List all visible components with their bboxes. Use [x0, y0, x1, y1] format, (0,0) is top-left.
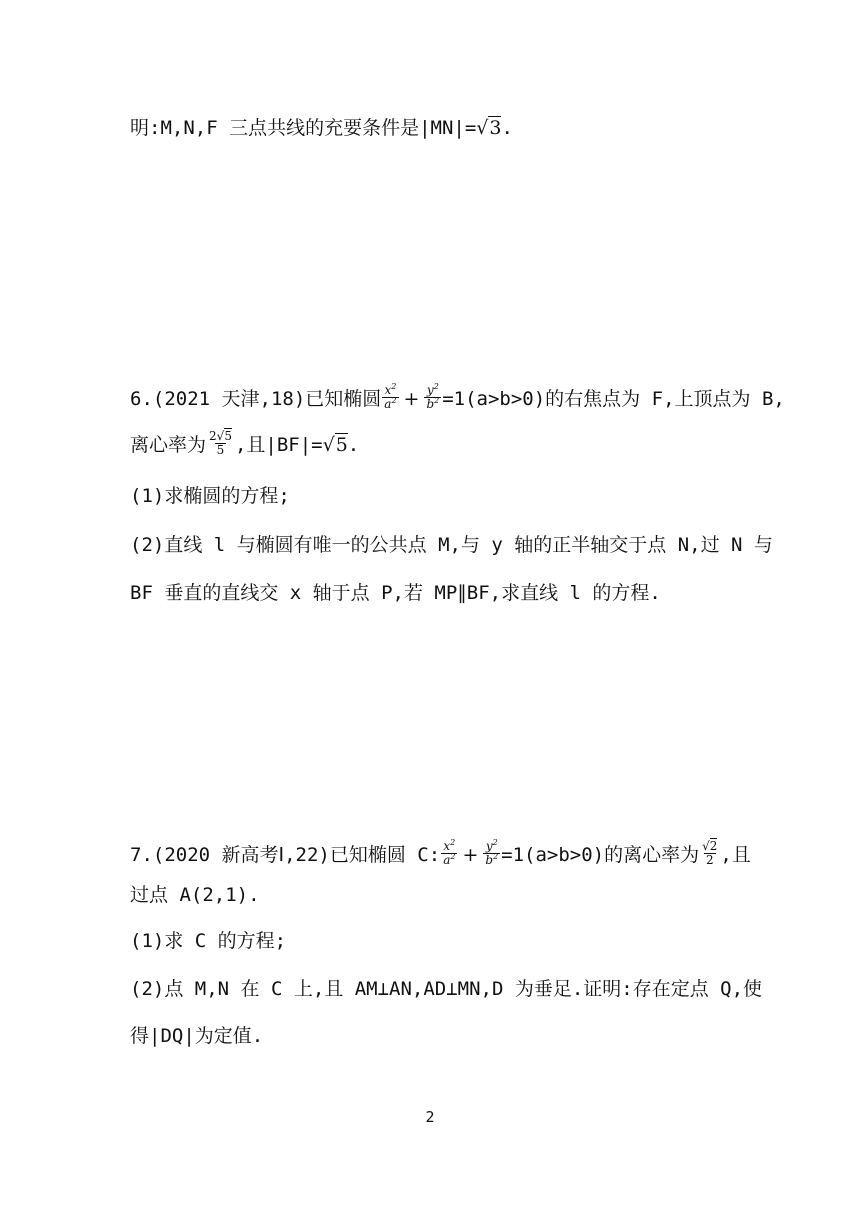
frac-numerator-exp: 2 [391, 382, 397, 391]
problem5-period: . [501, 117, 513, 139]
problem6-condition: =1(a>b>0)的右焦点为 F,上顶点为 B, [442, 388, 785, 410]
frac-numerator-exp: 2 [433, 382, 439, 391]
frac-denominator-exp: 2 [493, 852, 499, 861]
frac-numerator: x [443, 839, 451, 853]
frac-numerator: y [426, 383, 434, 397]
sqrt-five: √5 [322, 434, 348, 456]
frac-numerator-exp: 2 [450, 838, 456, 847]
frac-denominator: b [485, 853, 494, 867]
frac-numerator-exp: 2 [492, 838, 498, 847]
frac-denominator-exp: 2 [450, 852, 456, 861]
eccentricity-label: 离心率为 [130, 434, 207, 456]
problem7-part2-line2: 得|DQ|为定值. [130, 1025, 264, 1047]
frac-denominator-exp: 2 [434, 396, 440, 405]
sqrt-radicand: 3 [489, 117, 502, 139]
fraction-eccentricity: $\frac{2√5}{5}$ [209, 429, 232, 457]
ecc-denominator: 5 [216, 443, 225, 457]
frac-numerator: x [384, 383, 392, 397]
plus-sign: + [403, 388, 420, 410]
page-number: 2 [425, 1108, 435, 1126]
fraction-y2-over-b2 [483, 840, 500, 867]
problem5-conclusion [130, 116, 513, 140]
problem7-condition: =1(a>b>0)的离心率为 [501, 844, 700, 866]
frac-numerator: y [485, 839, 493, 853]
bf-label: ,且|BF|= [234, 434, 323, 456]
frac-denominator: a [384, 397, 392, 411]
problem7-statement-line1 [130, 838, 751, 869]
frac-denominator: a [443, 853, 451, 867]
frac-denominator-exp: 2 [391, 396, 397, 405]
problem6-part2-line2: BF 垂直的直线交 x 轴于点 P,若 MP∥BF,求直线 l 的方程. [130, 582, 661, 604]
fraction-sqrt2-over-2: $\frac{√2}{2}$ [702, 839, 718, 867]
plus-sign: + [462, 844, 479, 866]
problem6-part2-line1: (2)直线 l 与椭圆有唯一的公共点 M,与 y 轴的正半轴交于点 N,过 N 与 [130, 534, 773, 556]
sqrt-three: √3 [476, 117, 502, 139]
ecc-denominator: 2 [705, 853, 714, 867]
ecc-coefficient: 2 [209, 429, 217, 443]
problem6-statement-line2 [130, 429, 360, 459]
ecc-radicand: 2 [709, 839, 718, 853]
ecc-radicand: 5 [224, 429, 232, 443]
fraction-y2-over-b2 [424, 384, 441, 411]
problem7-statement-line2: 过点 A(2,1). [130, 884, 260, 906]
frac-denominator: b [426, 397, 435, 411]
problem6-part1: (1)求椭圆的方程; [130, 485, 290, 507]
fraction-x2-over-a2 [441, 840, 457, 867]
sqrt-radicand: 5 [335, 434, 348, 456]
fraction-x2-over-a2 [382, 384, 398, 411]
problem7-source: 7.(2020 新高考Ⅰ,22)已知椭圆 C: [130, 844, 441, 866]
problem7-conjunction: ,且 [720, 844, 751, 866]
problem5-text: 明:M,N,F 三点共线的充要条件是|MN|= [130, 117, 477, 139]
period: . [347, 434, 360, 456]
problem6-source: 6.(2021 天津,18)已知椭圆 [130, 388, 382, 410]
problem7-part1: (1)求 C 的方程; [130, 930, 287, 952]
problem7-part2-line1: (2)点 M,N 在 C 上,且 AM⊥AN,AD⊥MN,D 为垂足.证明:存在定点 Q,使 [130, 978, 763, 1000]
problem6-statement-line1 [130, 382, 785, 413]
